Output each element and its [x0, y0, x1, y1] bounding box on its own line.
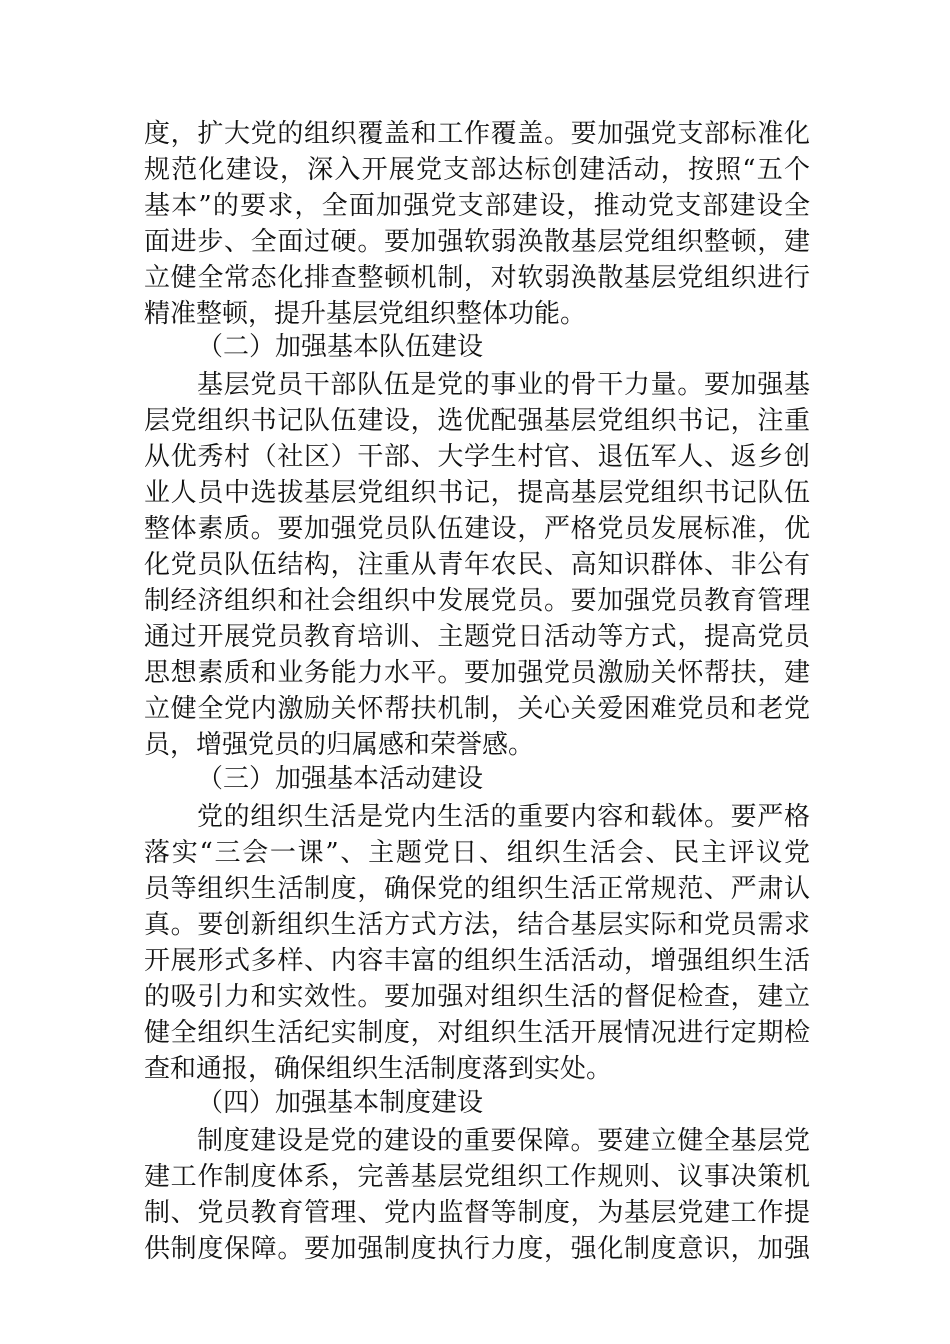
text-line: 员等组织生活制度，确保党的组织生活正常规范、严肃认 [144, 874, 810, 904]
text-line: 制、党员教育管理、党内监督等制度，为基层党建工作提 [144, 1198, 810, 1228]
text-line: 业人员中选拔基层党组织书记，提高基层党组织书记队伍 [144, 478, 810, 508]
paragraph-first-line: 基层党员干部队伍是党的事业的骨干力量。要加强基 [197, 370, 810, 400]
text-line: 查和通报，确保组织生活制度落到实处。 [144, 1054, 613, 1084]
text-line: 思想素质和业务能力水平。要加强党员激励关怀帮扶，建 [144, 658, 810, 688]
text-line: 建工作制度体系，完善基层党组织工作规则、议事决策机 [144, 1162, 810, 1192]
text-line: 真。要创新组织生活方式方法，结合基层实际和党员需求 [144, 910, 810, 940]
text-line: 整体素质。要加强党员队伍建设，严格党员发展标准，优 [144, 514, 810, 544]
text-line: 供制度保障。要加强制度执行力度，强化制度意识，加强 [144, 1234, 810, 1264]
section-heading-3: （三）加强基本活动建设 [197, 764, 484, 794]
text-line: 制经济组织和社会组织中发展党员。要加强党员教育管理 [144, 586, 810, 616]
text-line: 员，增强党员的归属感和荣誉感。 [144, 730, 535, 760]
text-line: 层党组织书记队伍建设，选优配强基层党组织书记，注重 [144, 406, 810, 436]
text-line: 度，扩大党的组织覆盖和工作覆盖。要加强党支部标准化 [144, 119, 810, 149]
text-line: 开展形式多样、内容丰富的组织生活活动，增强组织生活 [144, 946, 810, 976]
text-line: 基本”的要求，全面加强党支部建设，推动党支部建设全 [144, 191, 810, 221]
text-line: 落实“三会一课”、主题党日、组织生活会、民主评议党 [144, 838, 810, 868]
text-line: 精准整顿，提升基层党组织整体功能。 [144, 299, 587, 329]
text-line: 化党员队伍结构，注重从青年农民、高知识群体、非公有 [144, 550, 810, 580]
text-line: 健全组织生活纪实制度，对组织生活开展情况进行定期检 [144, 1018, 810, 1048]
text-line: 从优秀村（社区）干部、大学生村官、退伍军人、返乡创 [144, 442, 810, 472]
text-line: 的吸引力和实效性。要加强对组织生活的督促检查，建立 [144, 982, 810, 1012]
text-line: 立健全党内激励关怀帮扶机制，关心关爱困难党员和老党 [144, 694, 810, 724]
paragraph-first-line: 制度建设是党的建设的重要保障。要建立健全基层党 [197, 1126, 810, 1156]
text-line: 面进步、全面过硬。要加强软弱涣散基层党组织整顿，建 [144, 227, 810, 257]
section-heading-4: （四）加强基本制度建设 [197, 1088, 484, 1118]
text-line: 通过开展党员教育培训、主题党日活动等方式，提高党员 [144, 622, 810, 652]
text-line: 立健全常态化排查整顿机制，对软弱涣散基层党组织进行 [144, 263, 810, 293]
text-line: 规范化建设，深入开展党支部达标创建活动，按照“五个 [144, 155, 810, 185]
paragraph-first-line: 党的组织生活是党内生活的重要内容和载体。要严格 [197, 802, 810, 832]
section-heading-2: （二）加强基本队伍建设 [197, 332, 484, 362]
